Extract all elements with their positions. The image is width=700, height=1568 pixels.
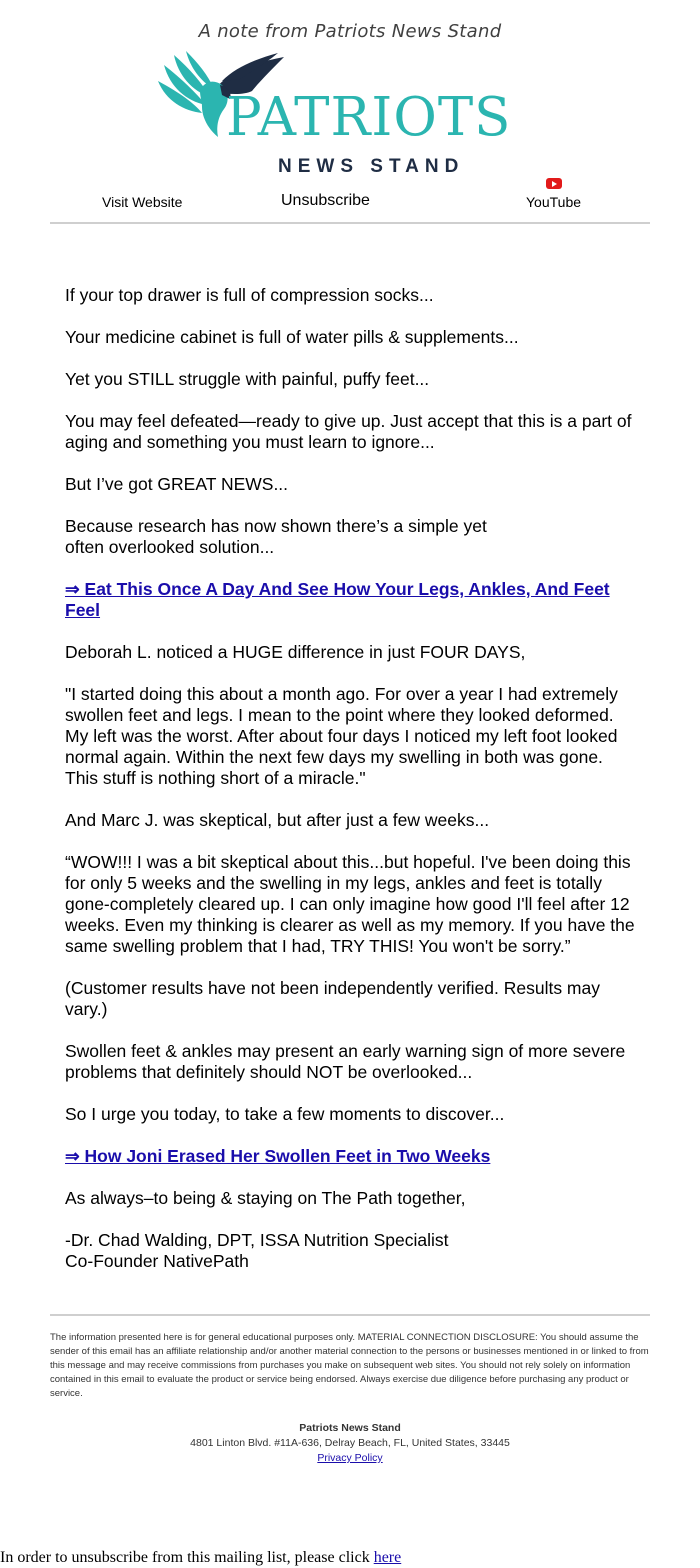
paragraph: But I’ve got GREAT NEWS... bbox=[65, 474, 289, 494]
paragraph: Swollen feet & ankles may present an early warning sign of more severe problems that definitely should NOT be overlooked... bbox=[65, 1041, 626, 1082]
brand-name: PATRIOTS bbox=[226, 87, 512, 148]
paragraph: You may feel defeated—ready to give up. Just accept that this is a part of aging and something you must learn to ignore... bbox=[65, 411, 632, 452]
paragraph: As always–to being & staying on The Path together, bbox=[65, 1188, 466, 1208]
signature bbox=[65, 1230, 635, 1272]
disclaimer-text: The information presented here is for general educational purposes only. MATERIAL CONNECTION DISCLOSURE: You should assume the sender of this email has an affiliate relationship and/or another material connection to the persons or businesses mentioned in or linked to from this message and may receive commissions from purchases you make on subsequent web sites. You should not rely solely on information contained in this email to evaluate the product or service being endorsed. Always exercise due diligence before purchasing any product or service. bbox=[50, 1332, 649, 1399]
email-container bbox=[50, 0, 650, 1466]
tagline: A note from Patriots News Stand bbox=[198, 21, 502, 42]
footer-company: Patriots News Stand bbox=[299, 1422, 401, 1434]
brand-logo[interactable] bbox=[50, 47, 650, 182]
header-nav bbox=[50, 182, 650, 224]
visit-website-link[interactable]: Visit Website bbox=[102, 194, 183, 210]
message-body bbox=[65, 224, 635, 1272]
brand-subtitle: NEWS STAND bbox=[278, 156, 465, 177]
paragraph: And Marc J. was skeptical, but after just a few weeks... bbox=[65, 810, 490, 830]
footer-address: 4801 Linton Blvd. #11A-636, Delray Beach, FL, United States, 33445 bbox=[190, 1437, 510, 1449]
testimonial-quote: "I started doing this about a month ago. For over a year I had extremely swollen feet and legs. I mean to the point where they looked deformed. My left was the worst. After about four days I noticed my left foot looked normal again. Within the next few days my swelling in both was gone. This stuff is nothing short of a miracle." bbox=[65, 684, 618, 788]
text-line: Because research has now shown there’s a simple yet bbox=[65, 516, 487, 536]
unsubscribe-link[interactable]: Unsubscribe bbox=[281, 192, 370, 209]
testimonial-quote: “WOW!!! I was a bit skeptical about this...but hopeful. I've been doing this for only 5 weeks and the swelling in my legs, ankles and feet is totally gone-completely cleared up. I can only imagine how good I'll feel after 12 weeks. Even my thinking is clearer as well as my memory. If you have the same swelling problem that I had, TRY THIS! You won't be sorry.” bbox=[65, 852, 635, 956]
cta-paragraph bbox=[65, 1146, 635, 1167]
text-line: often overlooked solution... bbox=[65, 537, 275, 557]
unsubscribe-notice bbox=[0, 1549, 401, 1567]
youtube-icon[interactable] bbox=[546, 178, 562, 189]
paragraph: Yet you STILL struggle with painful, puffy feet... bbox=[65, 369, 430, 389]
unsubscribe-here-link[interactable]: here bbox=[373, 1549, 402, 1566]
cta-link-joni[interactable]: ⇒ How Joni Erased Her Swollen Feet in Two Weeks bbox=[65, 1146, 491, 1166]
footer-block bbox=[50, 1401, 650, 1466]
cta-link-eat-this[interactable]: ⇒ Eat This Once A Day And See How Your Legs, Ankles, And Feet Feel bbox=[65, 579, 610, 620]
paragraph: So I urge you today, to take a few moments to discover... bbox=[65, 1104, 505, 1124]
youtube-link[interactable]: YouTube bbox=[526, 194, 582, 210]
unsubscribe-text: In order to unsubscribe from this mailing list, please click bbox=[0, 1549, 374, 1566]
paragraph bbox=[65, 516, 635, 558]
signature-name: -Dr. Chad Walding, DPT, ISSA Nutrition Specialist bbox=[65, 1230, 449, 1250]
privacy-policy-link[interactable]: Privacy Policy bbox=[317, 1452, 383, 1464]
paragraph: Your medicine cabinet is full of water pills & supplements... bbox=[65, 327, 519, 347]
signature-title: Co-Founder NativePath bbox=[65, 1251, 249, 1271]
paragraph: If your top drawer is full of compression socks... bbox=[65, 285, 434, 305]
paragraph: (Customer results have not been independently verified. Results may vary.) bbox=[65, 978, 600, 1019]
paragraph: Deborah L. noticed a HUGE difference in just FOUR DAYS, bbox=[65, 642, 526, 662]
cta-paragraph bbox=[65, 579, 635, 621]
